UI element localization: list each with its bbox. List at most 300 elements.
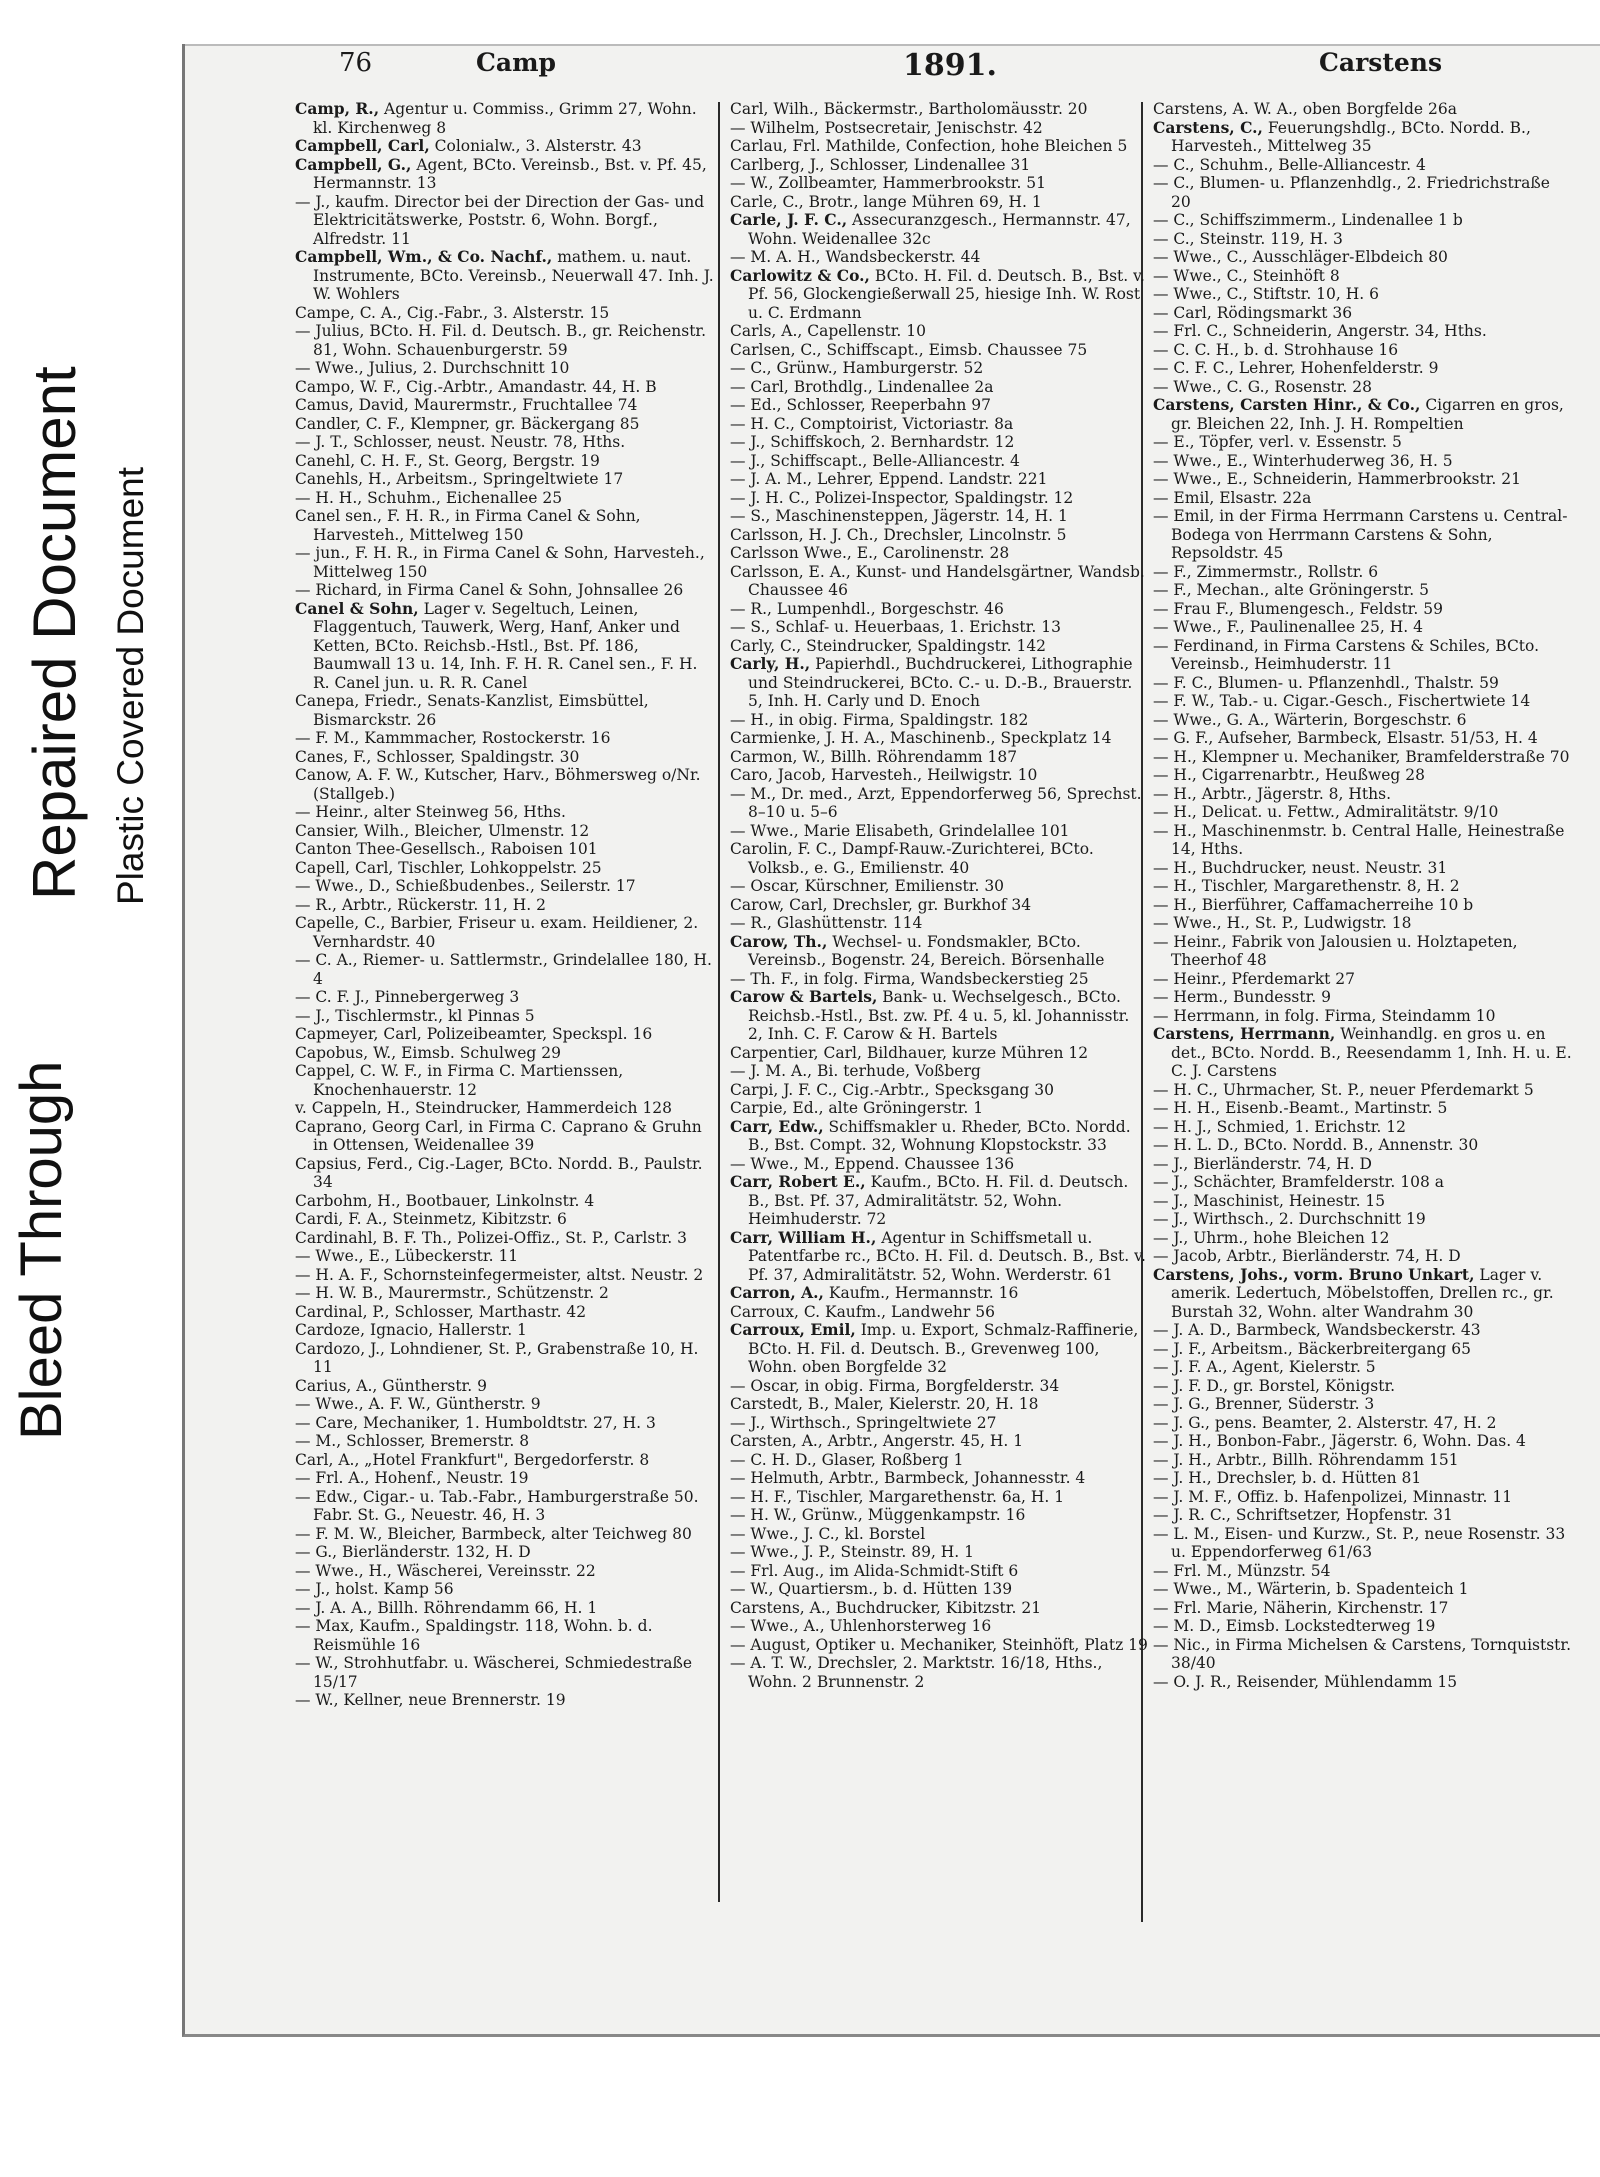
directory-entry [1153,785,1573,804]
entry-details: Carl, A., „Hotel Frankfurt", Bergedorferstr. 8 [295,1450,650,1469]
entry-name: Carstens, Herrmann, [1153,1024,1336,1043]
entry-details: Cardinahl, B. F. Th., Polizei-Offiz., St. P., Carlstr. 3 [295,1228,687,1247]
entry-details: — C. A., Riemer- u. Sattlermstr., Grindelallee 180, H. 4 [295,951,712,988]
entry-details: Carmienke, J. H. A., Maschinenb., Speckplatz 14 [730,729,1112,747]
entry-details: Canehl, C. H. F., St. Georg, Bergstr. 19 [295,451,600,470]
entry-details: — jun., F. H. R., in Firma Canel & Sohn, Harvesteh., Mittelweg 150 [295,544,705,581]
directory-entry [1153,1432,1573,1451]
entry-details: — Wilhelm, Postsecretair, Jenischstr. 42 [730,118,1043,137]
entry-details: — J. T., Schlosser, neust. Neustr. 78, Hths. [295,433,626,451]
entry-details: Carroux, C. Kaufm., Landwehr 56 [730,1302,995,1321]
directory-entry [730,119,1148,138]
directory-entry [1153,1210,1573,1229]
entry-details: — C. F. C., Lehrer, Hohenfelderstr. 9 [1153,359,1439,377]
entry-details: — H. L. D., BCto. Nordd. B., Annenstr. 30 [1153,1136,1479,1154]
scanned-page [182,44,1600,2037]
directory-entry [1153,637,1573,674]
directory-entry [730,267,1148,323]
entry-details: — August, Optiker u. Mechaniker, Steinhöft, Platz 19 [730,1635,1148,1654]
entry-details: — Carl, Rödingsmarkt 36 [1153,303,1353,322]
directory-entry [1153,1377,1573,1396]
entry-details: Cardi, F. A., Steinmetz, Kibitzstr. 6 [295,1210,567,1228]
entry-details: — H., Bierführer, Caffamacherreihe 10 b [1153,895,1474,914]
entry-details: — J. F. D., gr. Borstel, Königstr. [1153,1376,1396,1395]
directory-entry [295,193,715,249]
entry-details: — Max, Kaufm., Spaldingstr. 118, Wohn. b. d. Reismühle 16 [295,1617,653,1654]
entry-details: — R., Arbtr., Rückerstr. 11, H. 2 [295,895,546,914]
entry-name: Carstens, Johs., vorm. Bruno Unkart, [1153,1264,1475,1284]
entry-details: Cappel, C. W. F., in Firma C. Martienssen, Knochenhauerstr. 12 [295,1062,624,1099]
entry-details: Carstedt, B., Maler, Kielerstr. 20, H. 18 [730,1395,1039,1413]
directory-entry [1153,1321,1573,1340]
directory-entry [730,322,1148,341]
directory-entry [295,1284,715,1303]
directory-column-2 [730,100,1148,1691]
entry-details: Papierhdl., Buchdruckerei, Lithographie und Steindruckerei, BCto. C.- u. D.-B., Brauerstr. 5, Inh. H. Carly und D. Enoch [748,655,1133,710]
entry-details: Carolin, F. C., Dampf-Rauw.-Zurichterei, BCto. Volksb., e. G., Emilienstr. 40 [730,840,1094,877]
directory-entry [730,729,1148,748]
entry-details: Capobus, W., Eimsb. Schulweg 29 [295,1043,562,1062]
directory-entry [295,896,715,915]
entry-details: — J. H., Drechsler, b. d. Hütten 81 [1153,1469,1422,1487]
entry-details: Wechsel- u. Fondsmakler, BCto. Vereinsb., Bogenstr. 24, Bereich. Börsenhalle [748,932,1105,969]
directory-entry [730,1525,1148,1544]
directory-entry [295,1414,715,1433]
entry-details: — C. H. D., Glaser, Roßberg 1 [730,1450,964,1469]
directory-entry [295,1266,715,1285]
directory-entry [730,637,1148,656]
entry-details: — H., Buchdrucker, neust. Neustr. 31 [1153,858,1448,877]
entry-details: — Th. F., in folg. Firma, Wandsbeckerstieg 25 [730,969,1089,988]
directory-entry [730,1155,1148,1174]
directory-entry [1153,748,1573,767]
entry-details: Capsius, Ferd., Cig.-Lager, BCto. Nordd. B., Paulstr. 34 [295,1154,703,1191]
directory-entry [1153,211,1573,230]
entry-details: — Wwe., A. F. W., Güntherstr. 9 [295,1395,541,1413]
entry-details: — H. H., Eisenb.-Beamt., Martinstr. 5 [1153,1099,1448,1117]
entry-details: — Wwe., F., Paulinenallee 25, H. 4 [1153,618,1423,636]
bleed-through-stamp: Bleed Through [9,1060,74,1440]
entry-details: Canel sen., F. H. R., in Firma Canel & Sohn, Harvesteh., Mittelweg 150 [295,507,641,544]
directory-entry [295,988,715,1007]
entry-details: — W., Quartiersm., b. d. Hütten 139 [730,1580,1013,1598]
entry-details: Carlsson, E. A., Kunst- und Handelsgärtner, Wandsb. Chaussee 46 [730,562,1145,599]
directory-entry [295,803,715,822]
directory-entry [295,1488,715,1525]
entry-details: — J., Schiffskoch, 2. Bernhardstr. 12 [730,433,1015,451]
directory-entry [1153,1266,1573,1322]
directory-entry [730,1229,1148,1285]
entry-details: — O. J. R., Reisender, Mühlendamm 15 [1153,1672,1458,1691]
directory-entry [730,1469,1148,1488]
directory-entry [730,1451,1148,1470]
directory-entry [730,211,1148,248]
directory-entry [730,877,1148,896]
directory-entry [730,415,1148,434]
entry-details: Canow, A. F. W., Kutscher, Harv., Böhmersweg o/Nr. (Stallgeb.) [295,766,701,803]
entry-details: Feuerungshdlg., BCto. Nordd. B., Harvesteh., Mittelweg 35 [1171,118,1531,155]
directory-entry [295,840,715,859]
entry-details: — Wwe., Julius, 2. Durchschnitt 10 [295,359,570,377]
entry-details: — F., Zimmermstr., Rollstr. 6 [1153,562,1379,581]
entry-details: — J. R. C., Schriftsetzer, Hopfenstr. 31 [1153,1506,1453,1524]
entry-details: Agentur u. Commiss., Grimm 27, Wohn. kl. Kirchenweg 8 [313,100,697,137]
directory-entry [730,248,1148,267]
header-first-word: Camp [476,48,557,77]
directory-entry [1153,1192,1573,1211]
entry-details: — Wwe., E., Winterhuderweg 36, H. 5 [1153,451,1453,470]
entry-details: — Heinr., alter Steinweg 56, Hths. [295,803,566,821]
directory-entry [295,396,715,415]
directory-entry [295,322,715,359]
directory-entry [1153,248,1573,267]
entry-details: — J. M. A., Bi. terhude, Voßberg [730,1062,981,1080]
directory-entry [730,1636,1148,1655]
directory-entry [1153,1414,1573,1433]
directory-entry [1153,100,1573,119]
entry-details: — J., Schiffscapt., Belle-Alliancestr. 4 [730,451,1020,470]
directory-entry [730,137,1148,156]
directory-entry [730,1081,1148,1100]
directory-entry [1153,1525,1573,1562]
directory-entry [1153,1025,1573,1081]
directory-entry [1153,285,1573,304]
entry-details: — Wwe., D., Schießbudenbes., Seilerstr. 17 [295,877,636,895]
directory-entry [295,600,715,693]
directory-entry [295,100,715,137]
directory-entry [1153,1488,1573,1507]
entry-details: mathem. u. naut. Instrumente, BCto. Vereinsb., Neuerwall 47. Inh. J. W. Wohlers [313,248,714,303]
entry-details: — J., Wirthsch., 2. Durchschnitt 19 [1153,1210,1426,1228]
entry-details: — Ed., Schlosser, Reeperbahn 97 [730,396,991,414]
directory-entry [1153,1173,1573,1192]
entry-details: — Wwe., M., Wärterin, b. Spadenteich 1 [1153,1580,1469,1598]
entry-details: Canton Thee-Gesellsch., Raboisen 101 [295,840,598,858]
page-header [185,48,1600,96]
directory-entry [730,1377,1148,1396]
directory-entry [1153,1469,1573,1488]
entry-details: — R., Glashüttenstr. 114 [730,914,923,932]
entry-details: — E., Töpfer, verl. v. Essenstr. 5 [1153,433,1402,451]
entry-details: Candler, C. F., Klempner, gr. Bäckergang 85 [295,414,640,433]
header-last-word: Carstens [1319,48,1443,77]
directory-entry [730,711,1148,730]
directory-entry [730,748,1148,767]
directory-entry [1153,507,1573,563]
entry-details: Carius, A., Güntherstr. 9 [295,1376,487,1395]
directory-entry [730,1044,1148,1063]
directory-entry [1153,674,1573,693]
directory-entry [295,544,715,581]
entry-details: — M. A. H., Wandsbeckerstr. 44 [730,248,981,266]
directory-entry [1153,914,1573,933]
entry-details: — Wwe., Marie Elisabeth, Grindelallee 101 [730,821,1070,840]
directory-entry [295,1377,715,1396]
directory-entry [1153,822,1573,859]
directory-entry [1153,156,1573,175]
directory-entry [730,970,1148,989]
directory-entry [1153,729,1573,748]
entry-details: Kaufm., Hermannstr. 16 [828,1284,1019,1302]
directory-entry [730,470,1148,489]
entry-details: Carow, Carl, Drechsler, gr. Burkhof 34 [730,895,1032,914]
entry-details: — Wwe., M., Eppend. Chaussee 136 [730,1154,1015,1173]
entry-details: — Frl. Marie, Näherin, Kirchenstr. 17 [1153,1598,1449,1617]
directory-entry [730,914,1148,933]
entry-details: — Wwe., C., Steinhöft 8 [1153,266,1340,285]
directory-entry [730,544,1148,563]
entry-details: — C., Schiffszimmerm., Lindenallee 1 b [1153,211,1463,229]
directory-entry [295,507,715,544]
directory-entry [1153,322,1573,341]
directory-entry [1153,1673,1573,1692]
entry-details: — M., Schlosser, Bremerstr. 8 [295,1432,530,1450]
entry-details: Cardoze, Ignacio, Hallerstr. 1 [295,1321,527,1339]
directory-entry [1153,174,1573,211]
directory-entry [730,1506,1148,1525]
directory-entry [1153,1451,1573,1470]
entry-details: — M. D., Eimsb. Lockstedterweg 19 [1153,1617,1436,1635]
entry-details: — F. W., Tab.- u. Cigar.-Gesch., Fischertwiete 14 [1153,692,1531,710]
directory-entry [295,877,715,896]
directory-entry [295,748,715,767]
directory-entry [1153,711,1573,730]
directory-entry [1153,396,1573,433]
directory-entry [1153,1007,1573,1026]
entry-details: — J., kaufm. Director bei der Direction der Gas- und Elektricitätswerke, Poststr. 6, Wohn. Borgf., Alfredstr. 11 [295,192,705,248]
entry-name: Carroux, Emil, [730,1320,856,1339]
directory-entry [730,1414,1148,1433]
entry-details: Campe, C. A., Cig.-Fabr., 3. Alsterstr. 15 [295,303,610,322]
directory-entry [730,378,1148,397]
directory-entry [295,1229,715,1248]
entry-details: Carlau, Frl. Mathilde, Confection, hohe Bleichen 5 [730,137,1128,155]
directory-entry [730,341,1148,360]
directory-entry [1153,1247,1573,1266]
directory-entry [730,1321,1148,1377]
entry-details: — J., Bierländerstr. 74, H. D [1153,1154,1372,1173]
directory-entry [730,1543,1148,1562]
entry-details: Canes, F., Schlosser, Spaldingstr. 30 [295,747,580,766]
entry-name: Carr, Edw., [730,1116,824,1136]
directory-entry [1153,119,1573,156]
directory-entry [1153,433,1573,452]
directory-entry [295,433,715,452]
directory-entry [1153,1617,1573,1636]
directory-entry [1153,1580,1573,1599]
directory-entry [1153,766,1573,785]
directory-entry [730,822,1148,841]
entry-details: — J. A. A., Billh. Röhrendamm 66, H. 1 [295,1598,598,1617]
directory-entry [730,785,1148,822]
entry-details: Carlberg, J., Schlosser, Lindenallee 31 [730,155,1031,174]
directory-entry [295,452,715,471]
directory-entry [730,1062,1148,1081]
entry-details: Carstens, A., Buchdrucker, Kibitzstr. 21 [730,1598,1042,1617]
entry-details: — F. M. W., Bleicher, Barmbeck, alter Teichweg 80 [295,1524,692,1543]
directory-entry [295,1580,715,1599]
directory-entry [295,692,715,729]
entry-details: Lager v. amerik. Ledertuch, Möbelstoffen, Drellen rc., gr. Burstah 32, Wohn. alter Wandrahm 30 [1171,1265,1554,1321]
directory-entry [295,470,715,489]
directory-entry [1153,489,1573,508]
entry-details: — Wwe., E., Lübeckerstr. 11 [295,1247,519,1265]
entry-details: — F. C., Blumen- u. Pflanzenhdl., Thalstr. 59 [1153,673,1499,692]
entry-name: Carle, J. F. C., [730,210,848,229]
directory-entry [1153,1562,1573,1581]
entry-name: Carow & Bartels, [730,987,878,1006]
directory-entry [295,766,715,803]
entry-details: — Oscar, in obig. Firma, Borgfelderstr. 34 [730,1376,1060,1395]
directory-entry [295,1469,715,1488]
entry-details: — G. F., Aufseher, Barmbeck, Elsastr. 51/53, H. 4 [1153,729,1538,747]
directory-entry [295,156,715,193]
directory-entry [295,1099,715,1118]
entry-details: — Wwe., C. G., Rosenstr. 28 [1153,377,1372,396]
directory-entry [295,304,715,323]
entry-details: — Edw., Cigar.- u. Tab.-Fabr., Hamburgerstraße 50. Fabr. St. G., Neuestr. 46, H. 3 [295,1487,699,1524]
directory-entry [1153,1229,1573,1248]
entry-details: — Julius, BCto. H. Fil. d. Deutsch. B., gr. Reichenstr. 81, Wohn. Schauenburgerstr. 59 [295,322,707,359]
entry-details: Weinhandlg. en gros u. en det., BCto. Nordd. B., Reesendamm 1, Inh. H. u. E. C. J. Carstens [1171,1025,1572,1080]
entry-details: — H. W., Grünw., Müggenkampstr. 16 [730,1506,1026,1524]
entry-details: — Wwe., C., Ausschläger-Elbdeich 80 [1153,248,1448,266]
entry-details: Agent, BCto. Vereinsb., Bst. v. Pf. 45, Hermannstr. 13 [313,155,707,192]
entry-details: Cardinal, P., Schlosser, Marthastr. 42 [295,1302,587,1321]
entry-details: Carle, C., Brotr., lange Mühren 69, H. 1 [730,192,1042,211]
entry-details: Carlsen, C., Schiffscapt., Eimsb. Chaussee 75 [730,340,1088,359]
entry-details: — H. F., Tischler, Margarethenstr. 6a, H. 1 [730,1487,1065,1506]
directory-entry [295,359,715,378]
directory-entry [1153,267,1573,286]
directory-entry [295,1691,715,1710]
entry-details: — H., Cigarrenarbtr., Heußweg 28 [1153,766,1426,784]
entry-details: Lager v. Segeltuch, Leinen, Flaggentuch, Tauwerk, Werg, Hanf, Anker und Ketten, BCto. Reichsb.-Hstl., Bst. Pf. 186, Baumwall 13 u. 14, Inh. F. H. R. Canel sen., F. H. R. Canel jun. u. R. R. Canel [313,599,698,692]
entry-name: Carly, H., [730,654,811,673]
entry-name: Canel & Sohn, [295,598,419,618]
entry-details: — J., holst. Kamp 56 [295,1580,454,1598]
directory-entry [1153,1506,1573,1525]
entry-name: Carow, Th., [730,931,828,951]
entry-details: — Emil, in der Firma Herrmann Carstens u. Central-Bodega von Herrmann Carstens & Sohn, Repsoldstr. 45 [1153,507,1568,562]
entry-details: — H., Delicat. u. Fettw., Admiralitätstr. 9/10 [1153,803,1499,821]
directory-entry [730,193,1148,212]
entry-details: Caro, Jacob, Harvesteh., Heilwigstr. 10 [730,766,1038,784]
entry-details: — Heinr., Fabrik von Jalousien u. Holztapeten, Theerhof 48 [1153,932,1518,969]
directory-entry [295,1340,715,1377]
directory-entry [730,988,1148,1044]
directory-entry [730,1395,1148,1414]
entry-details: — C., Schuhm., Belle-Alliancestr. 4 [1153,155,1426,174]
directory-entry [1153,470,1573,489]
entry-details: — J. A. D., Barmbeck, Wandsbeckerstr. 43 [1153,1321,1481,1339]
entry-details: — H. A. F., Schornsteinfegermeister, altst. Neustr. 2 [295,1265,704,1284]
directory-entry [1153,304,1573,323]
entry-details: — J., Uhrm., hohe Bleichen 12 [1153,1228,1390,1247]
entry-details: — Wwe., H., St. P., Ludwigstr. 18 [1153,914,1412,932]
directory-entry [1153,1636,1573,1673]
entry-details: — J. H., Arbtr., Billh. Röhrendamm 151 [1153,1450,1459,1469]
entry-details: — W., Strohhutfabr. u. Wäscherei, Schmiedestraße 15/17 [295,1654,693,1691]
directory-entry [295,378,715,397]
entry-details: — Helmuth, Arbtr., Barmbeck, Johannesstr. 4 [730,1469,1086,1487]
entry-details: Carlsson Wwe., E., Carolinenstr. 28 [730,544,1010,562]
entry-details: Bank- u. Wechselgesch., BCto. Reichsb.-Hstl., Bst. zw. Pf. 4 u. 5, kl. Johannisstr. 2, Inh. C. F. Carow & H. Bartels [748,988,1130,1043]
directory-entry [295,1155,715,1192]
entry-details: Kaufm., BCto. H. Fil. d. Deutsch. B., Bst. Pf. 37, Admiralitätstr. 52, Wohn. Heimhuderstr. 72 [748,1173,1129,1228]
directory-entry [730,396,1148,415]
directory-entry [1153,1118,1573,1137]
directory-entry [295,1025,715,1044]
directory-entry [295,248,715,304]
entry-details: — Herrmann, in folg. Firma, Steindamm 10 [1153,1006,1496,1025]
directory-entry [1153,1081,1573,1100]
entry-details: Capell, Carl, Tischler, Lohkoppelstr. 25 [295,858,602,877]
column-divider [718,102,720,1902]
entry-details: — H., Tischler, Margarethenstr. 8, H. 2 [1153,877,1460,895]
directory-entry [1153,803,1573,822]
directory-entry [295,1321,715,1340]
entry-details: Agentur in Schiffsmetall u. Patentfarbe rc., BCto. H. Fil. d. Deutsch. B., Bst. v. Pf. 37, Admiralitätstr. 52, Wohn. Werderstr. 61 [748,1228,1146,1284]
directory-entry [1153,230,1573,249]
entry-details: — W., Zollbeamter, Hammerbrookstr. 51 [730,174,1047,192]
entry-details: — F. M., Kammmacher, Rostockerstr. 16 [295,729,611,747]
directory-entry [730,840,1148,877]
plastic-covered-stamp: Plastic Covered Document [110,466,151,905]
entry-details: Cigarren en gros, gr. Bleichen 22, Inh. J. H. Rompeltien [1171,396,1564,433]
entry-details: — G., Bierländerstr. 132, H. D [295,1543,531,1561]
directory-entry [730,1599,1148,1618]
entry-details: Carsten, A., Arbtr., Angerstr. 45, H. 1 [730,1432,1024,1450]
directory-entry [295,729,715,748]
entry-details: — Herm., Bundesstr. 9 [1153,988,1332,1006]
entry-details: Schiffsmakler u. Rheder, BCto. Nordd. B., Bst. Compt. 32, Wohnung Klopstockstr. 33 [748,1117,1131,1154]
entry-details: Carbohm, H., Bootbauer, Linkolnstr. 4 [295,1191,595,1210]
entry-details: — Wwe., H., Wäscherei, Vereinsstr. 22 [295,1561,596,1580]
directory-entry [295,489,715,508]
entry-details: — Frl. Aug., im Alida-Schmidt-Stift 6 [730,1561,1019,1580]
directory-entry [295,914,715,951]
entry-details: Carpi, J. F. C., Cig.-Arbtr., Specksgang 30 [730,1080,1054,1099]
directory-entry [730,1118,1148,1155]
directory-entry [1153,1599,1573,1618]
entry-details: Carl, Wilh., Bäckermstr., Bartholomäusstr. 20 [730,100,1088,118]
directory-entry [730,1284,1148,1303]
directory-entry [295,1562,715,1581]
directory-entry [295,1451,715,1470]
entry-details: — Frl. C., Schneiderin, Angerstr. 34, Hths. [1153,322,1487,340]
directory-entry [1153,988,1573,1007]
directory-entry [730,1173,1148,1229]
directory-entry [295,822,715,841]
directory-entry [295,1247,715,1266]
directory-entry [730,452,1148,471]
entry-details: Cardozo, J., Lohndiener, St. P., Grabenstraße 10, H. 11 [295,1339,699,1376]
entry-details: — Wwe., A., Uhlenhorsterweg 16 [730,1617,992,1635]
directory-entry [295,859,715,878]
directory-entry [730,100,1148,119]
directory-entry [730,600,1148,619]
entry-name: Carlowitz & Co., [730,265,870,285]
entry-details: — J. G., Brenner, Süderstr. 3 [1153,1395,1375,1413]
entry-details: Carmon, W., Billh. Röhrendamm 187 [730,747,1018,766]
directory-entry [730,507,1148,526]
entry-name: Carron, A., [730,1283,824,1302]
directory-entry [730,1099,1148,1118]
entry-details: — C. C. H., b. d. Strohhause 16 [1153,340,1399,359]
directory-entry [1153,452,1573,471]
entry-details: Cansier, Wilh., Bleicher, Ulmenstr. 12 [295,821,590,840]
